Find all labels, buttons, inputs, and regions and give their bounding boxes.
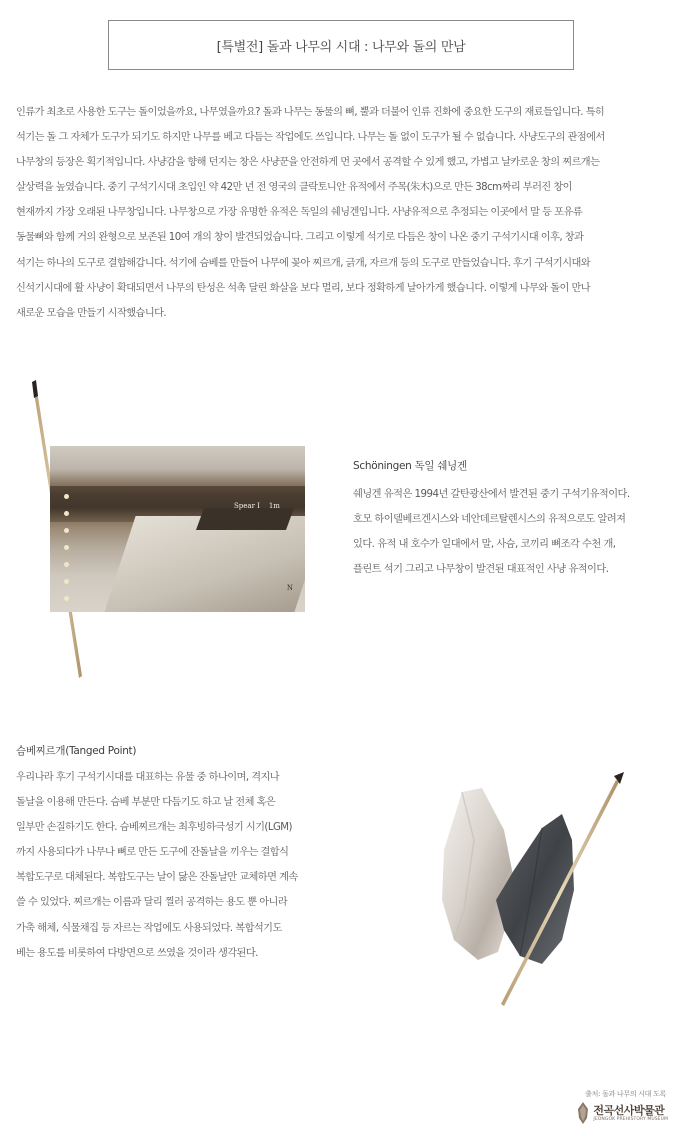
schoeningen-excavation-photo — [50, 446, 305, 612]
schoeningen-line: 있다. 유적 내 호수가 일대에서 말, 사슴, 코끼리 뼈조각 수천 개, — [353, 539, 616, 550]
schoeningen-heading: Schöningen 독일 쉐닝겐 — [353, 460, 467, 472]
tanged-line: 우리나라 후기 구석기시대를 대표하는 유물 중 하나이며, 격지나 — [16, 772, 280, 783]
photo-north-arrow: N — [286, 584, 293, 592]
intro-line: 동물뼈와 함께 거의 완형으로 보존된 10여 개의 창이 발견되었습니다. 그리고 이렇게 석기로 다듬은 창이 나온 중기 구석기시대 이후, 창과 — [16, 232, 584, 244]
page-title: [특별전] 돌과 나무의 시대 : 나무와 돌의 만남 — [216, 39, 466, 55]
title-box — [108, 20, 574, 70]
photo-spear-trench — [196, 508, 294, 530]
schoeningen-line: 쉐닝겐 유적은 1994년 갈탄광산에서 발견된 중기 구석기유적이다. — [353, 489, 630, 500]
tanged-point-section — [16, 744, 356, 966]
museum-name-en: JEONGOK PREHISTORY MUSEUM — [593, 1116, 668, 1122]
tanged-point-stones-image — [434, 770, 634, 1010]
photo-label: Spear I 1m — [234, 502, 280, 510]
schoeningen-line: 호모 하이델베르겐시스와 네안데르탈렌시스의 유적으로도 알려져 — [353, 514, 626, 525]
intro-line: 석기는 하나의 도구로 결합해갑니다. 석기에 슴베를 만들어 나무에 꽂아 찌르개, 긁개, 자르개 등의 도구로 만들었습니다. 후기 구석기시대와 — [16, 257, 591, 269]
tanged-line: 쓸 수 있었다. 찌르개는 이름과 달리 찔러 공격하는 용도 뿐 아니라 — [16, 897, 288, 909]
tanged-line: 돌날을 이용해 만든다. 슴베 부분만 다듬기도 하고 날 전체 혹은 — [16, 797, 276, 809]
intro-line: 새로운 모습을 만들기 시작했습니다. — [16, 307, 167, 319]
museum-logo — [577, 1102, 668, 1124]
hand-axe-logo-icon — [577, 1102, 589, 1124]
tanged-line: 일부만 손질하기도 한다. 슴베찌르개는 최후빙하극성기 시기(LGM) — [16, 822, 292, 834]
photo-markers — [64, 494, 69, 612]
schoeningen-line: 플린트 석기 그리고 나무창이 발견된 대표적인 사냥 유적이다. — [353, 564, 609, 575]
tanged-line: 복합도구로 대체된다. 복합도구는 날이 닳은 잔돌날만 교체하면 계속 — [16, 872, 298, 884]
tanged-heading: 슴베찌르개(Tanged Point) — [16, 745, 137, 757]
intro-line: 살상력을 높였습니다. 중기 구석기시대 초입인 약 42만 년 전 영국의 클락토니안 유적에서 주목(朱木)으로 만든 38cm짜리 부러진 창이 — [16, 182, 572, 194]
intro-line: 나무창의 등장은 획기적입니다. 사냥감을 향해 던지는 창은 사냥꾼을 안전하게 먼 곳에서 공격할 수 있게 했고, 가볍고 날카로운 창의 찌르개는 — [16, 157, 600, 169]
intro-line: 신석기시대에 활 사냥이 확대되면서 나무의 탄성은 석촉 달린 화살을 보다 멀리, 보다 정확하게 날아가게 했습니다. 이렇게 나무와 돌이 만나 — [16, 282, 591, 294]
intro-line: 현재까지 가장 오래된 나무창입니다. 나무창으로 가장 유명한 유적은 독일의 쉐닝겐입니다. 사냥유적으로 추정되는 이곳에서 말 등 포유류 — [16, 207, 582, 219]
intro-text — [16, 100, 666, 326]
schoeningen-section — [353, 458, 673, 582]
tanged-line: 가축 해체, 식물채집 등 자르는 작업에도 사용되었다. 복합석기도 — [16, 922, 282, 934]
tanged-line: 까지 사용되다가 나무나 뼈로 만든 도구에 잔돌날을 끼우는 결합식 — [16, 847, 289, 859]
intro-line: 인류가 최초로 사용한 도구는 돌이었을까요, 나무였을까요? 돌과 나무는 동물의 뼈, 뿔과 더불어 인류 진화에 중요한 도구의 재료들입니다. 특히 — [16, 107, 605, 118]
intro-line: 석기는 돌 그 자체가 도구가 되기도 하지만 나무를 베고 다듬는 작업에도 쓰입니다. 나무는 돌 없이 도구가 될 수 없습니다. 사냥도구의 관점에서 — [16, 132, 605, 144]
tanged-line: 베는 용도를 비롯하여 다방면으로 쓰였을 것이라 생각된다. — [16, 947, 258, 959]
source-caption: 출처: 돌과 나무의 시대 도록 — [585, 1090, 666, 1098]
photo-excavation-slab — [104, 516, 305, 612]
museum-name-ko: 전곡선사박물관 — [593, 1103, 665, 1117]
